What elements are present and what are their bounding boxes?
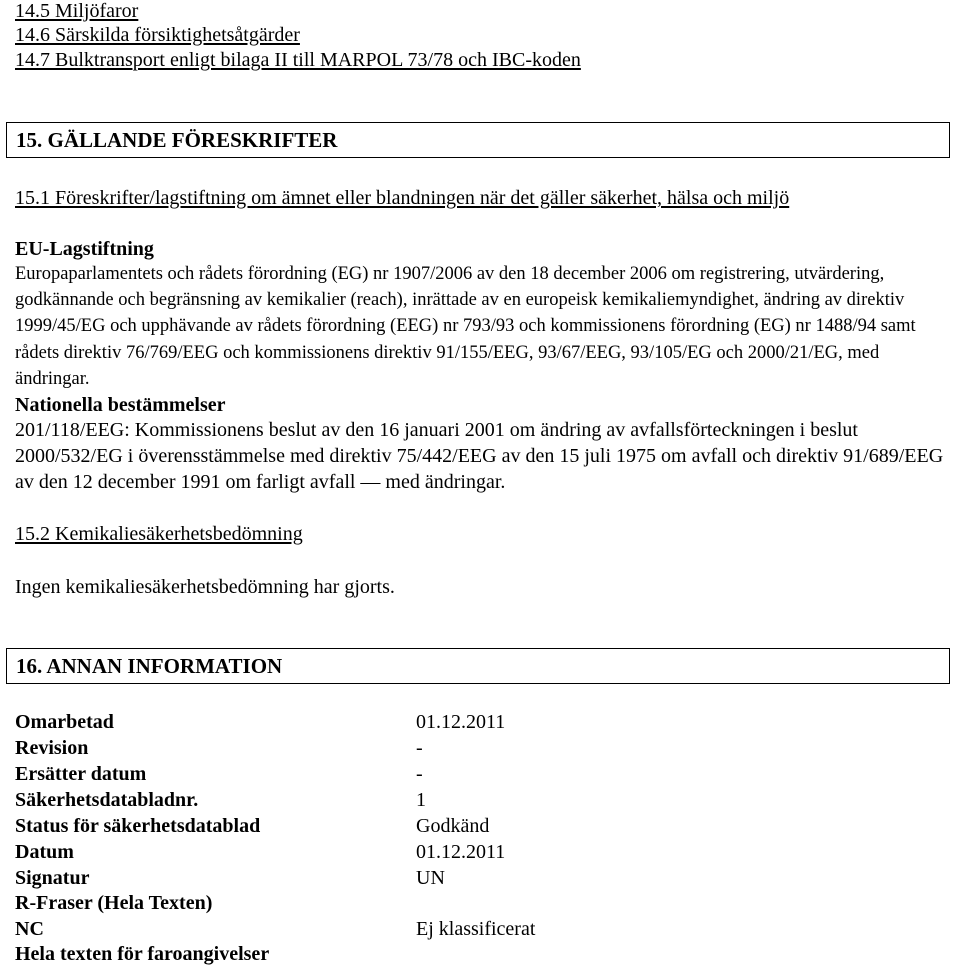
info-label: Status för säkerhetsdatablad [15, 815, 261, 837]
info-value: - [416, 763, 423, 785]
section-15-heading-box [6, 122, 950, 158]
info-value: Ej klassificerat [416, 918, 536, 940]
section-15-2-link[interactable]: 15.2 Kemikaliesäkerhetsbedömning [15, 523, 303, 545]
info-value: UN [416, 867, 445, 889]
info-label: R-Fraser (Hela Texten) [15, 892, 213, 914]
info-row-nc [15, 916, 950, 942]
national-regulations-text: 201/118/EEG: Kommissionens beslut av den 16 januari 2001 om ändring av avfallsförteckningen i beslut 2000/532/EG i överensstämmelse med direktiv 75/442/EEG av den 15 juli 1975 om avfall och direktiv 91/689/EEG av den 12 december 1991 om farligt avfall — med ändringar. [15, 419, 944, 494]
info-row-hela-texten [15, 941, 950, 967]
info-label: Säkerhetsdatabladnr. [15, 789, 199, 811]
info-label: Signatur [15, 867, 90, 889]
info-row-omarbetad [15, 709, 950, 735]
info-value: 01.12.2011 [416, 841, 506, 863]
info-label: Ersätter datum [15, 763, 147, 785]
info-label: Omarbetad [15, 711, 114, 733]
info-row-status [15, 813, 950, 839]
section-14-6-link[interactable]: 14.6 Särskilda försiktighetsåtgärder [15, 24, 300, 46]
eu-legislation-heading: EU-Lagstiftning [15, 238, 154, 260]
info-row-signatur [15, 865, 950, 891]
info-label: Hela texten för faroangivelser [15, 943, 270, 965]
info-value: 1 [416, 789, 426, 811]
eu-legislation-text: Europaparlamentets och rådets förordning (EG) nr 1907/2006 av den 18 december 2006 om registrering, utvärdering, godkännande och begränsning av kemikalier (reach), inrättade av en europeisk kemikaliemyndighet, ändring av direktiv 1999/45/EG och upphävande av rådets förordning (EEG) nr 793/93 och kommissionens förordning (EG) nr 1488/94 samt rådets direktiv 76/769/EEG och kommissionens direktiv 91/155/EEG, 93/67/EEG, 93/105/EG och 2000/21/EG, med ändringar. [15, 264, 916, 389]
section-14-7-link[interactable]: 14.7 Bulktransport enligt bilaga II till MARPOL 73/78 och IBC-koden [15, 49, 581, 71]
info-label: NC [15, 918, 44, 940]
info-row-datum [15, 839, 950, 865]
info-row-ersatter-datum [15, 761, 950, 787]
section-14-5-link[interactable]: 14.5 Miljöfaror [15, 0, 139, 22]
info-value: - [416, 737, 423, 759]
section-16-heading-box [6, 648, 950, 684]
info-value: 01.12.2011 [416, 711, 506, 733]
info-row-sakerhetsdatabladnr [15, 787, 950, 813]
info-row-r-fraser [15, 890, 950, 916]
section-15-2-text: Ingen kemikaliesäkerhetsbedömning har gjorts. [15, 576, 395, 598]
section-16-heading: 16. ANNAN INFORMATION [16, 654, 283, 678]
info-value: Godkänd [416, 815, 490, 837]
national-regulations-heading: Nationella bestämmelser [15, 394, 226, 416]
info-label: Revision [15, 737, 89, 759]
info-label: Datum [15, 841, 74, 863]
info-row-revision [15, 735, 950, 761]
section-15-heading: 15. GÄLLANDE FÖRESKRIFTER [16, 128, 338, 152]
section-15-1-link[interactable]: 15.1 Föreskrifter/lagstiftning om ämnet eller blandningen när det gäller säkerhet, hälsa och miljö [15, 187, 790, 209]
